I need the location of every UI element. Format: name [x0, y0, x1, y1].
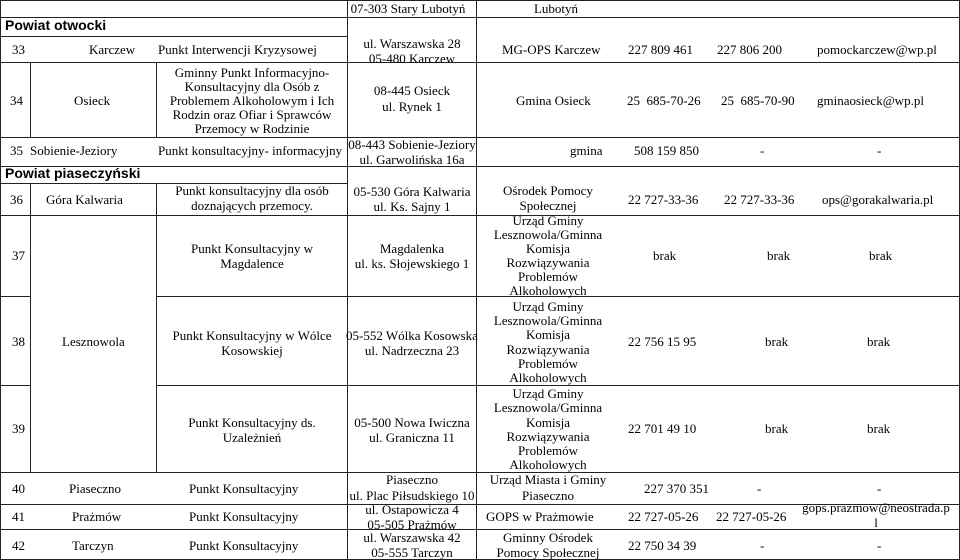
- row-type: Punkt Konsultacyjny: [189, 509, 299, 524]
- row-address: 08-445 Osieck: [373, 83, 451, 98]
- row-institution: Pomocy Społecznej: [496, 545, 600, 560]
- row-type: Punkt Konsultacyjny w: [190, 241, 314, 256]
- row-address: Magdalenka: [379, 241, 445, 256]
- row-type: Problemem Alkoholowym i Ich: [169, 93, 335, 108]
- row-email: gminaosieck@wp.pl: [817, 93, 924, 108]
- row-phone: brak: [767, 248, 791, 263]
- row-phone: 22 727-33-36: [628, 192, 699, 207]
- row-type: Konsultacyjny dla Osób z: [184, 79, 320, 94]
- row-email: brak: [869, 248, 893, 263]
- row-institution: Alkoholowych: [509, 370, 587, 385]
- row-no: 41: [12, 509, 25, 524]
- row-type: Punkt Konsultacyjny: [189, 538, 299, 553]
- row-phone: 25 685-70-26: [627, 93, 701, 108]
- row-type: Punkt Interwencji Kryzysowej: [158, 42, 317, 57]
- row-email: -: [877, 481, 882, 496]
- row-email: brak: [867, 421, 891, 436]
- row-phone: -: [757, 481, 762, 496]
- row-institution: Komisja: [525, 415, 571, 430]
- row-institution: Lesznowola/Gminna: [493, 400, 603, 415]
- rule: [0, 62, 960, 63]
- rule: [0, 0, 1, 560]
- row-institution: Urząd Gminy: [512, 299, 584, 314]
- row-institution: GOPS w Prażmowie: [486, 509, 594, 524]
- row-no: 35: [10, 143, 23, 158]
- row-phone: -: [760, 143, 765, 158]
- row-institution: Gminny Ośrodek: [503, 530, 593, 545]
- row-address: 05-555 Tarczyn: [371, 545, 453, 560]
- row-no: 40: [12, 481, 25, 496]
- row-phone: 25 685-70-90: [721, 93, 795, 108]
- row-institution: MG-OPS Karczew: [502, 42, 601, 57]
- rule: [0, 215, 960, 216]
- row-institution: Rozwiązywania: [506, 342, 590, 357]
- row-phone: brak: [765, 334, 789, 349]
- rule: [30, 62, 31, 137]
- rule: [347, 0, 348, 560]
- row-no: 34: [10, 93, 23, 108]
- row-address: 05-505 Prażmów: [367, 517, 457, 532]
- row-name: Osieck: [74, 93, 111, 108]
- row-institution: Ośrodek Pomocy: [503, 183, 593, 198]
- row-email: ops@gorakalwaria.pl: [822, 192, 934, 207]
- row-no: 38: [12, 334, 25, 349]
- row-phone: 22 750 34 39: [628, 538, 697, 553]
- row-phone: 227 809 461: [628, 42, 693, 57]
- row-institution: Piaseczno: [522, 488, 574, 503]
- section-title: Powiat otwocki: [5, 17, 107, 33]
- row-name: Piaseczno: [69, 481, 121, 496]
- rule: [0, 137, 960, 138]
- row-type: Punkt Konsultacyjny ds.: [188, 415, 316, 430]
- row-institution: Urząd Gminy: [512, 213, 584, 228]
- row-institution: Rozwiązywania: [506, 255, 590, 270]
- rule: [0, 36, 347, 37]
- row-type: Magdalence: [220, 256, 284, 271]
- top-address: 07-303 Stary Lubotyń: [350, 1, 466, 16]
- row-type: Punkt konsultacyjny dla osób: [175, 183, 329, 198]
- row-type: Kosowskiej: [221, 343, 283, 358]
- row-type: doznających przemocy.: [191, 198, 313, 213]
- row-address: Piaseczno: [386, 472, 438, 487]
- row-phone: 508 159 850: [634, 143, 699, 158]
- row-no: 37: [12, 248, 25, 263]
- row-phone: 22 727-05-26: [628, 509, 699, 524]
- row-address: ul. Nadrzeczna 23: [364, 343, 460, 358]
- row-email: brak: [867, 334, 891, 349]
- rule: [0, 17, 960, 18]
- row-address: 05-500 Nowa Iwiczna: [354, 415, 470, 430]
- row-address: ul. Plac Piłsudskiego 10: [349, 488, 475, 503]
- row-institution: Problemów: [518, 269, 578, 284]
- row-institution: Rozwiązywania: [506, 429, 590, 444]
- rule: [0, 0, 960, 1]
- row-address: ul. Rynek 1: [382, 99, 442, 114]
- row-institution: Komisja: [525, 241, 571, 256]
- row-type: Przemocy w Rodzinie: [194, 121, 310, 136]
- row-type: Punkt Konsultacyjny w Wólce: [172, 328, 332, 343]
- row-phone: 22 727-05-26: [716, 509, 787, 524]
- row-address: 05-530 Góra Kalwaria: [353, 184, 471, 199]
- row-address: 05-552 Wólka Kosowska: [346, 328, 478, 343]
- row-institution: Komisja: [525, 327, 571, 342]
- row-name: Prażmów: [72, 509, 122, 524]
- row-phone: brak: [765, 421, 789, 436]
- row-address: ul. Garwolińska 16a: [359, 152, 465, 167]
- rule: [156, 62, 157, 137]
- row-institution: Alkoholowych: [509, 283, 587, 298]
- row-type: Rodzin oraz Ofiar i Sprawców: [172, 107, 332, 122]
- top-commune: Lubotyń: [533, 1, 579, 16]
- row-name: Lesznowola: [62, 334, 125, 349]
- row-type: Gminny Punkt Informacyjno-: [174, 65, 330, 80]
- rule: [0, 472, 960, 473]
- row-address: ul. Warszawska 28: [363, 36, 461, 51]
- row-no: 36: [10, 192, 23, 207]
- row-email: pomockarczew@wp.pl: [817, 42, 937, 57]
- row-phone: 22 701 49 10: [628, 421, 697, 436]
- row-type: Punkt Konsultacyjny: [189, 481, 299, 496]
- rule: [476, 0, 477, 560]
- row-email: gops.prazmow@neostrada.p: [802, 500, 950, 515]
- row-institution: Alkoholowych: [509, 457, 587, 472]
- row-phone: 22 727-33-36: [724, 192, 795, 207]
- row-phone: brak: [653, 248, 677, 263]
- rule: [0, 385, 30, 386]
- row-address: 08-443 Sobienie-Jeziory: [348, 137, 476, 152]
- row-phone: 227 370 351: [644, 481, 709, 496]
- rule: [0, 529, 960, 530]
- row-institution: Lesznowola/Gminna: [493, 227, 603, 242]
- row-name: Karczew: [89, 42, 136, 57]
- row-name: Tarczyn: [72, 538, 114, 553]
- row-institution: gmina: [570, 143, 603, 158]
- row-institution: Urząd Miasta i Gminy: [489, 472, 607, 487]
- rule: [0, 296, 30, 297]
- row-name: Sobienie-Jeziory: [30, 143, 118, 158]
- row-address: ul. Ostapowicza 4: [365, 502, 459, 517]
- row-no: 42: [12, 538, 25, 553]
- row-institution: Gmina Osieck: [516, 93, 591, 108]
- row-address: ul. Ks. Sajny 1: [373, 199, 451, 214]
- row-address: ul. Warszawska 42: [363, 530, 461, 545]
- row-name: Góra Kalwaria: [46, 192, 123, 207]
- row-institution: Społecznej: [519, 198, 577, 213]
- row-phone: 227 806 200: [717, 42, 782, 57]
- row-no: 39: [12, 421, 25, 436]
- row-phone: 22 756 15 95: [628, 334, 697, 349]
- row-institution: Problemów: [518, 356, 578, 371]
- row-address: 05-480 Karczew: [368, 51, 456, 66]
- row-phone: -: [760, 538, 765, 553]
- row-email: -: [877, 538, 882, 553]
- section-title: Powiat piaseczyński: [5, 165, 141, 181]
- row-institution: Problemów: [518, 443, 578, 458]
- row-email: -: [877, 143, 882, 158]
- row-institution: Urząd Gminy: [512, 386, 584, 401]
- row-address: ul. ks. Słojewskiego 1: [354, 256, 470, 271]
- rule: [0, 166, 960, 167]
- row-type: Punkt konsultacyjny- informacyjny: [158, 143, 343, 158]
- rule: [30, 183, 31, 472]
- row-institution: Lesznowola/Gminna: [493, 313, 603, 328]
- row-no: 33: [12, 42, 25, 57]
- row-email: l: [874, 515, 878, 530]
- row-address: ul. Graniczna 11: [369, 430, 455, 445]
- row-type: Uzależnień: [222, 430, 282, 445]
- rule: [156, 183, 157, 472]
